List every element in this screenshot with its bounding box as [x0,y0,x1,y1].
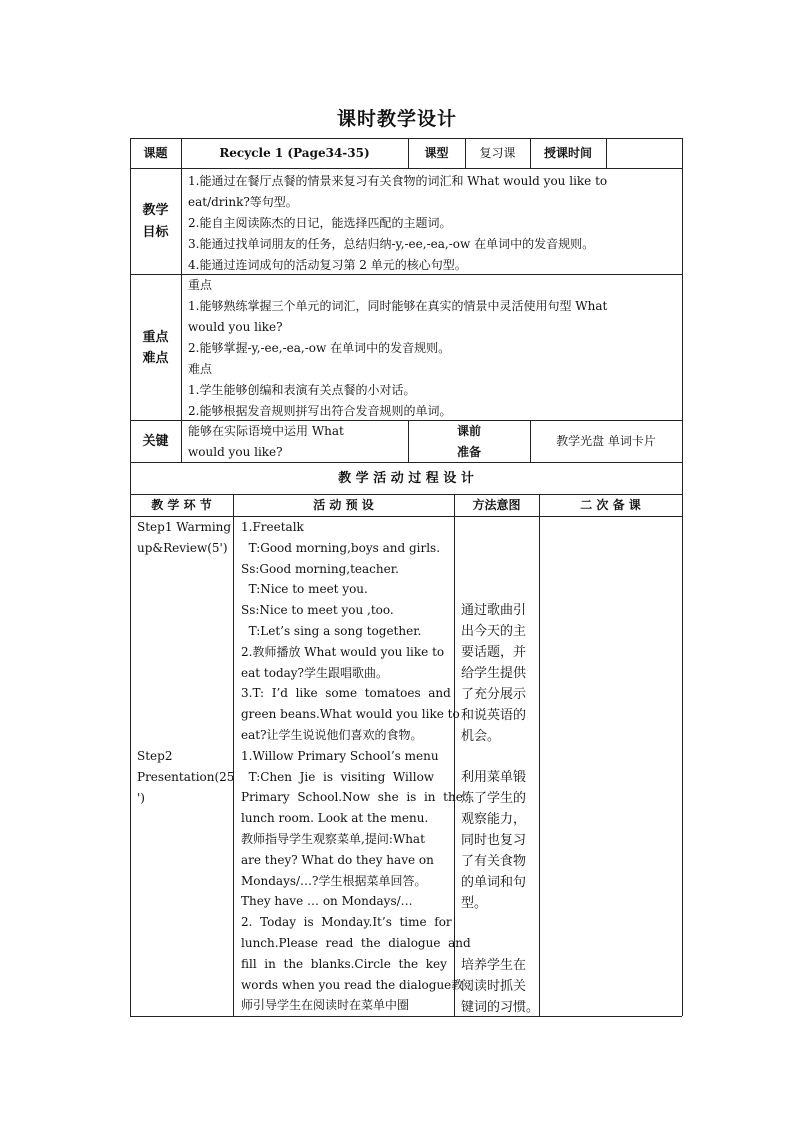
intent-line: 利用菜单锻 [461,770,527,785]
column-header: 二 次 备 课 [580,498,641,512]
table-rule [606,138,607,168]
type-label: 课型 [424,146,449,160]
keypoints-label: 重点 [142,330,169,345]
activity-line: 2. Today is Monday.It’s time for [241,915,452,930]
activity-line: Primary School.Now she is in the [241,790,463,805]
activity-line: lunch room. Look at the menu. [241,811,429,826]
intent-line: 了充分展示 [461,687,527,702]
prep-value: 教学光盘 单词卡片 [556,434,656,448]
type-value: 复习课 [479,146,516,160]
prep-label: 课前 [456,424,481,438]
objective-line: 3.能通过找单词朋友的任务，总结归纳-y,-ee,-ea,-ow 在单词中的发音规则。 [188,237,595,251]
intent-line: 键词的习惯。 [461,1000,540,1015]
intent-line: 同时也复习 [461,833,527,848]
step-name: up&Review(5') [137,541,228,555]
intent-line: 给学生提供 [461,666,527,681]
intent-line: 观察能力， [461,812,527,827]
intent-line: 培养学生在 [461,958,527,973]
activity-line: T:Good morning,boys and girls. [241,540,441,555]
time-label: 授课时间 [543,146,592,160]
step-name: Step1 Warming [137,520,232,534]
activity-line: eat today?学生跟唱歌曲。 [241,665,388,680]
objectives-label: 目标 [142,225,169,240]
activity-line: They have … on Mondays/… [241,894,413,909]
activity-line: Mondays/…?学生根据菜单回答。 [241,873,427,888]
activity-line: 1.Freetalk [241,520,304,534]
keypoint-line: 2.能够掌握-y,-ee,-ea,-ow 在单词中的发音规则。 [188,341,451,355]
column-header: 方法意图 [472,498,521,512]
table-top-border [130,138,682,139]
activity-line: fill in the blanks.Circle the key [241,956,447,971]
keypoints-label: 难点 [142,351,169,366]
step-name: ') [137,791,145,805]
keypoint-line: would you like? [188,320,283,334]
key-label: 关键 [142,434,169,449]
activity-line: T:Nice to meet you. [241,582,368,597]
intent-line: 通过歌曲引 [461,603,527,618]
intent-line: 出今天的主 [461,624,527,639]
activity-line: eat?让学生说说他们喜欢的食物。 [241,728,423,742]
activity-line: T:Chen Jie is visiting Willow [241,769,435,784]
table-rule [181,168,182,420]
objective-line: 2.能自主阅读陈杰的日记，能选择匹配的主题词。 [188,216,452,230]
topic-label: 课题 [143,146,168,160]
activity-line: T:Let’s sing a song together. [241,624,422,638]
table-rule [539,494,540,1016]
topic-value: Recycle 1 (Page34-35) [219,146,370,160]
objective-line: 4.能通过连词成句的活动复习第 2 单元的核心句型。 [188,258,467,272]
table-rule [130,168,682,169]
keypoint-line: 1.能够熟练掌握三个单元的词汇，同时能够在真实的情景中灵活使用句型 What [188,299,608,313]
activity-line: Ss:Good morning,teacher. [241,561,399,576]
column-header: 教 学 环 节 [151,498,212,512]
intent-line: 阅读时抓关 [461,979,527,994]
intent-line: 型。 [461,896,488,911]
activity-line: Ss:Nice to meet you ,too. [241,603,394,618]
table-right-border [682,138,683,1016]
activity-line: words when you read the dialogue教 [241,977,464,992]
activity-line: green beans.What would you like to [241,707,460,722]
objective-line: 1.能通过在餐厅点餐的情景来复习有关食物的词汇和 What would you like to [188,174,608,188]
objective-line: eat/drink?等句型。 [188,195,298,209]
activity-line: 2.教师播放 What would you like to [241,644,445,659]
table-left-border [130,138,131,1016]
table-rule [181,420,182,462]
keypoint-line: 1.学生能够创编和表演有关点餐的小对话。 [188,383,416,397]
intent-line: 要话题，并 [461,645,527,660]
keypoint-line: 难点 [188,362,213,376]
step-name: Presentation(25 [137,770,235,784]
column-header: 活 动 预 设 [313,498,374,512]
process-title: 教 学 活 动 过 程 设 计 [338,471,474,486]
keypoint-line: 2.能够根据发音规则拼写出符合发音规则的单词。 [188,404,452,418]
intent-line: 的单词和句 [461,875,527,890]
table-rule [233,494,234,1016]
step-name: Step2 [137,749,173,763]
activity-line: 师引导学生在阅读时在菜单中圈 [241,998,410,1013]
activity-line: are they? What do they have on [241,852,434,867]
intent-line: 炼了学生的 [461,791,527,806]
key-value: would you like? [188,445,283,459]
intent-line: 了有关食物 [461,854,527,869]
intent-line: 和说英语的 [461,708,527,723]
activity-line: 教师指导学生观察菜单,提问:What [241,832,425,846]
page-title: 课时教学设计 [336,108,457,130]
activity-line: lunch.Please read the dialogue and [241,936,471,950]
intent-line: 机会。 [461,729,501,744]
prep-label: 准备 [456,445,481,459]
objectives-label: 教学 [142,203,169,218]
activity-line: 3.T: I’d like some tomatoes and [241,686,451,701]
key-value: 能够在实际语境中运用 What [188,424,344,438]
keypoint-line: 重点 [188,278,213,292]
activity-line: 1.Willow Primary School’s menu [241,748,439,763]
